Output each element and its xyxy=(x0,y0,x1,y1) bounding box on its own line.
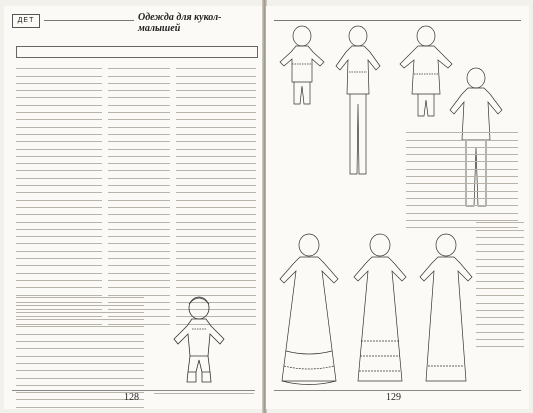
doll-figure-romper xyxy=(154,294,244,386)
doll-figure-1 xyxy=(276,24,328,114)
page-number-left: 128 xyxy=(124,392,139,403)
doll-figure-long-dress-3 xyxy=(416,231,476,391)
header-rule-right xyxy=(274,20,521,21)
body-text-right-col xyxy=(176,62,256,325)
doll-romper-illustration xyxy=(154,294,244,386)
body-text-right-upper xyxy=(406,126,518,228)
left-page xyxy=(4,6,263,409)
doll-figure-2 xyxy=(332,24,384,184)
doll-figure-long-dress-1 xyxy=(274,231,344,391)
figure-caption-bottom xyxy=(154,388,254,394)
right-page xyxy=(266,6,529,409)
body-text-left-col-top xyxy=(16,62,102,325)
body-text-mid-col xyxy=(108,62,170,325)
body-text-right-mid xyxy=(476,216,524,347)
publisher-logo: ДЕТ xyxy=(12,14,40,28)
footer-rule-right xyxy=(274,390,521,391)
footer-rule-left xyxy=(12,390,255,391)
doll-figure-long-dress-2 xyxy=(348,231,412,391)
page-number-right: 129 xyxy=(386,392,401,403)
running-header: Одежда для кукол-малышей xyxy=(134,12,263,34)
figure-caption-box xyxy=(16,46,258,58)
